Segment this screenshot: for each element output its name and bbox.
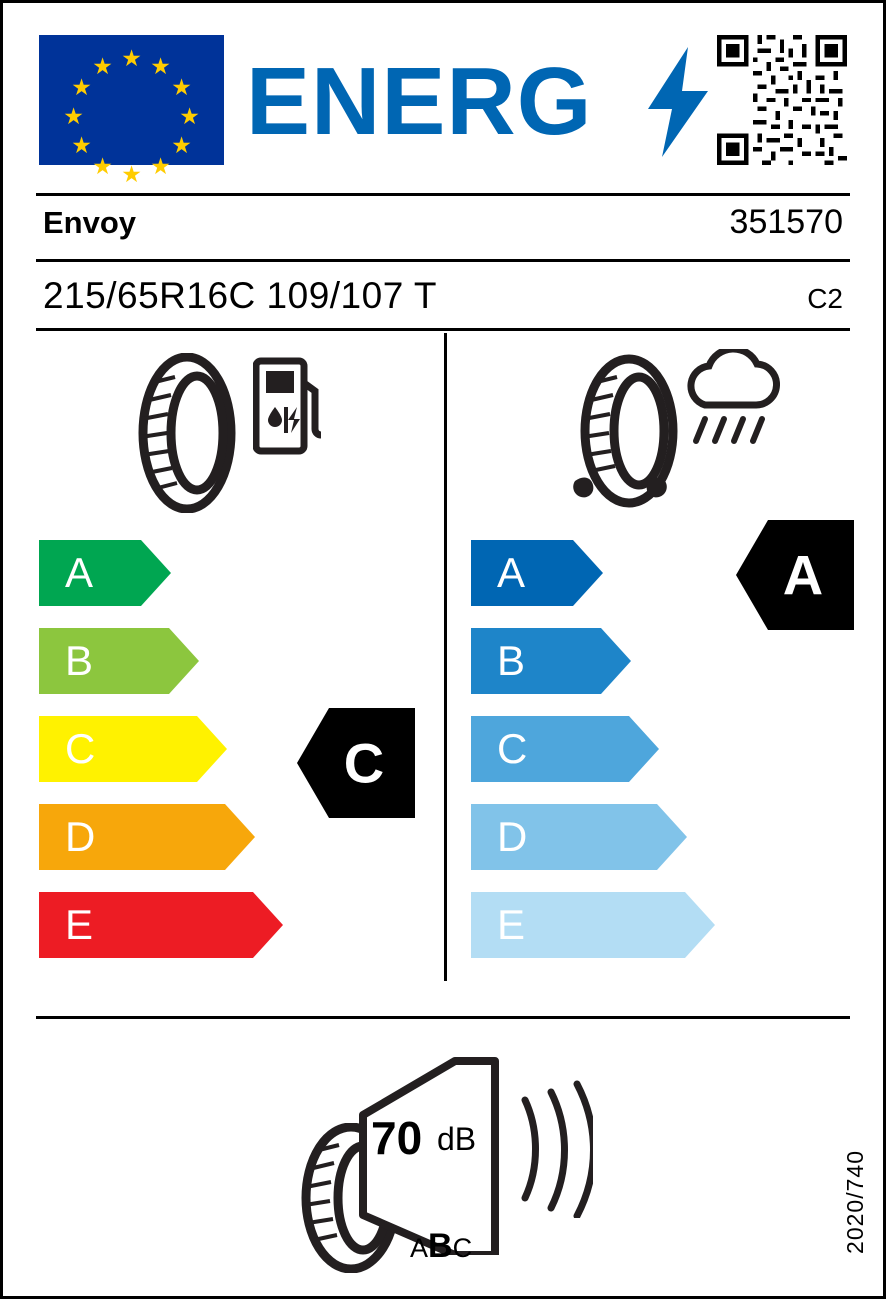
divider-size-bottom [36,328,850,331]
lightning-bolt-icon [648,47,708,157]
fuel-pump-icon [253,355,325,455]
wet-grade-b [471,628,631,694]
eu-flag-icon: ★ ★ ★ ★ ★ ★ ★ ★ ★ ★ ★ ★ [39,35,224,165]
grade-letter: A [497,549,526,596]
divider-noise-top [36,1016,850,1019]
grade-arrow [39,540,171,606]
wet-grade-e [471,892,715,958]
grade-letter: C [65,725,96,772]
noise-class-b: B [428,1227,453,1265]
grade-letter: C [497,725,528,772]
wet-grade-c [471,716,659,782]
product-sku: 351570 [729,203,843,241]
rain-cloud-icon [679,349,783,467]
noise-unit: dB [437,1121,477,1157]
wet-result-badge [736,520,854,630]
grade-letter: A [65,549,94,596]
grade-letter: D [65,813,96,860]
grade-letter: E [65,901,94,948]
fuel-grade-e [39,892,283,958]
tyre-size: 215/65R16C 109/107 T [43,275,438,316]
fuel-grade-b [39,628,199,694]
fuel-grade-d [39,804,255,870]
noise-class-c: C [452,1233,473,1263]
fuel-grade-a [39,540,171,606]
grade-arrow [471,628,631,694]
tyre-class: C2 [807,283,843,314]
grade-arrow [471,540,603,606]
noise-class-scale [410,1227,472,1266]
tyre-icon [131,353,243,513]
divider-brand-top [36,193,850,196]
tyre-splash-icon [573,353,685,513]
grade-letter: D [497,813,528,860]
noise-value: 70 [371,1112,423,1164]
grade-arrow [39,628,199,694]
sound-waves-icon [513,1078,593,1218]
grade-letter: B [65,637,94,684]
divider-brand-bottom [36,259,850,262]
regulation-reference: 2020/740 [842,1150,868,1254]
fuel-result-badge [297,708,415,818]
energy-wordmark: ENERG [246,48,593,155]
divider-vertical [444,333,447,981]
grade-letter: B [497,637,526,684]
fuel-grade-c [39,716,227,782]
qr-code-icon [717,35,847,165]
wet-result-letter: A [782,543,824,607]
wet-grade-d [471,804,687,870]
brand-name: Envoy [43,205,137,240]
fuel-result-letter: C [343,731,385,795]
grade-letter: E [497,901,526,948]
noise-class-a: A [410,1233,429,1263]
wet-grade-a [471,540,603,606]
